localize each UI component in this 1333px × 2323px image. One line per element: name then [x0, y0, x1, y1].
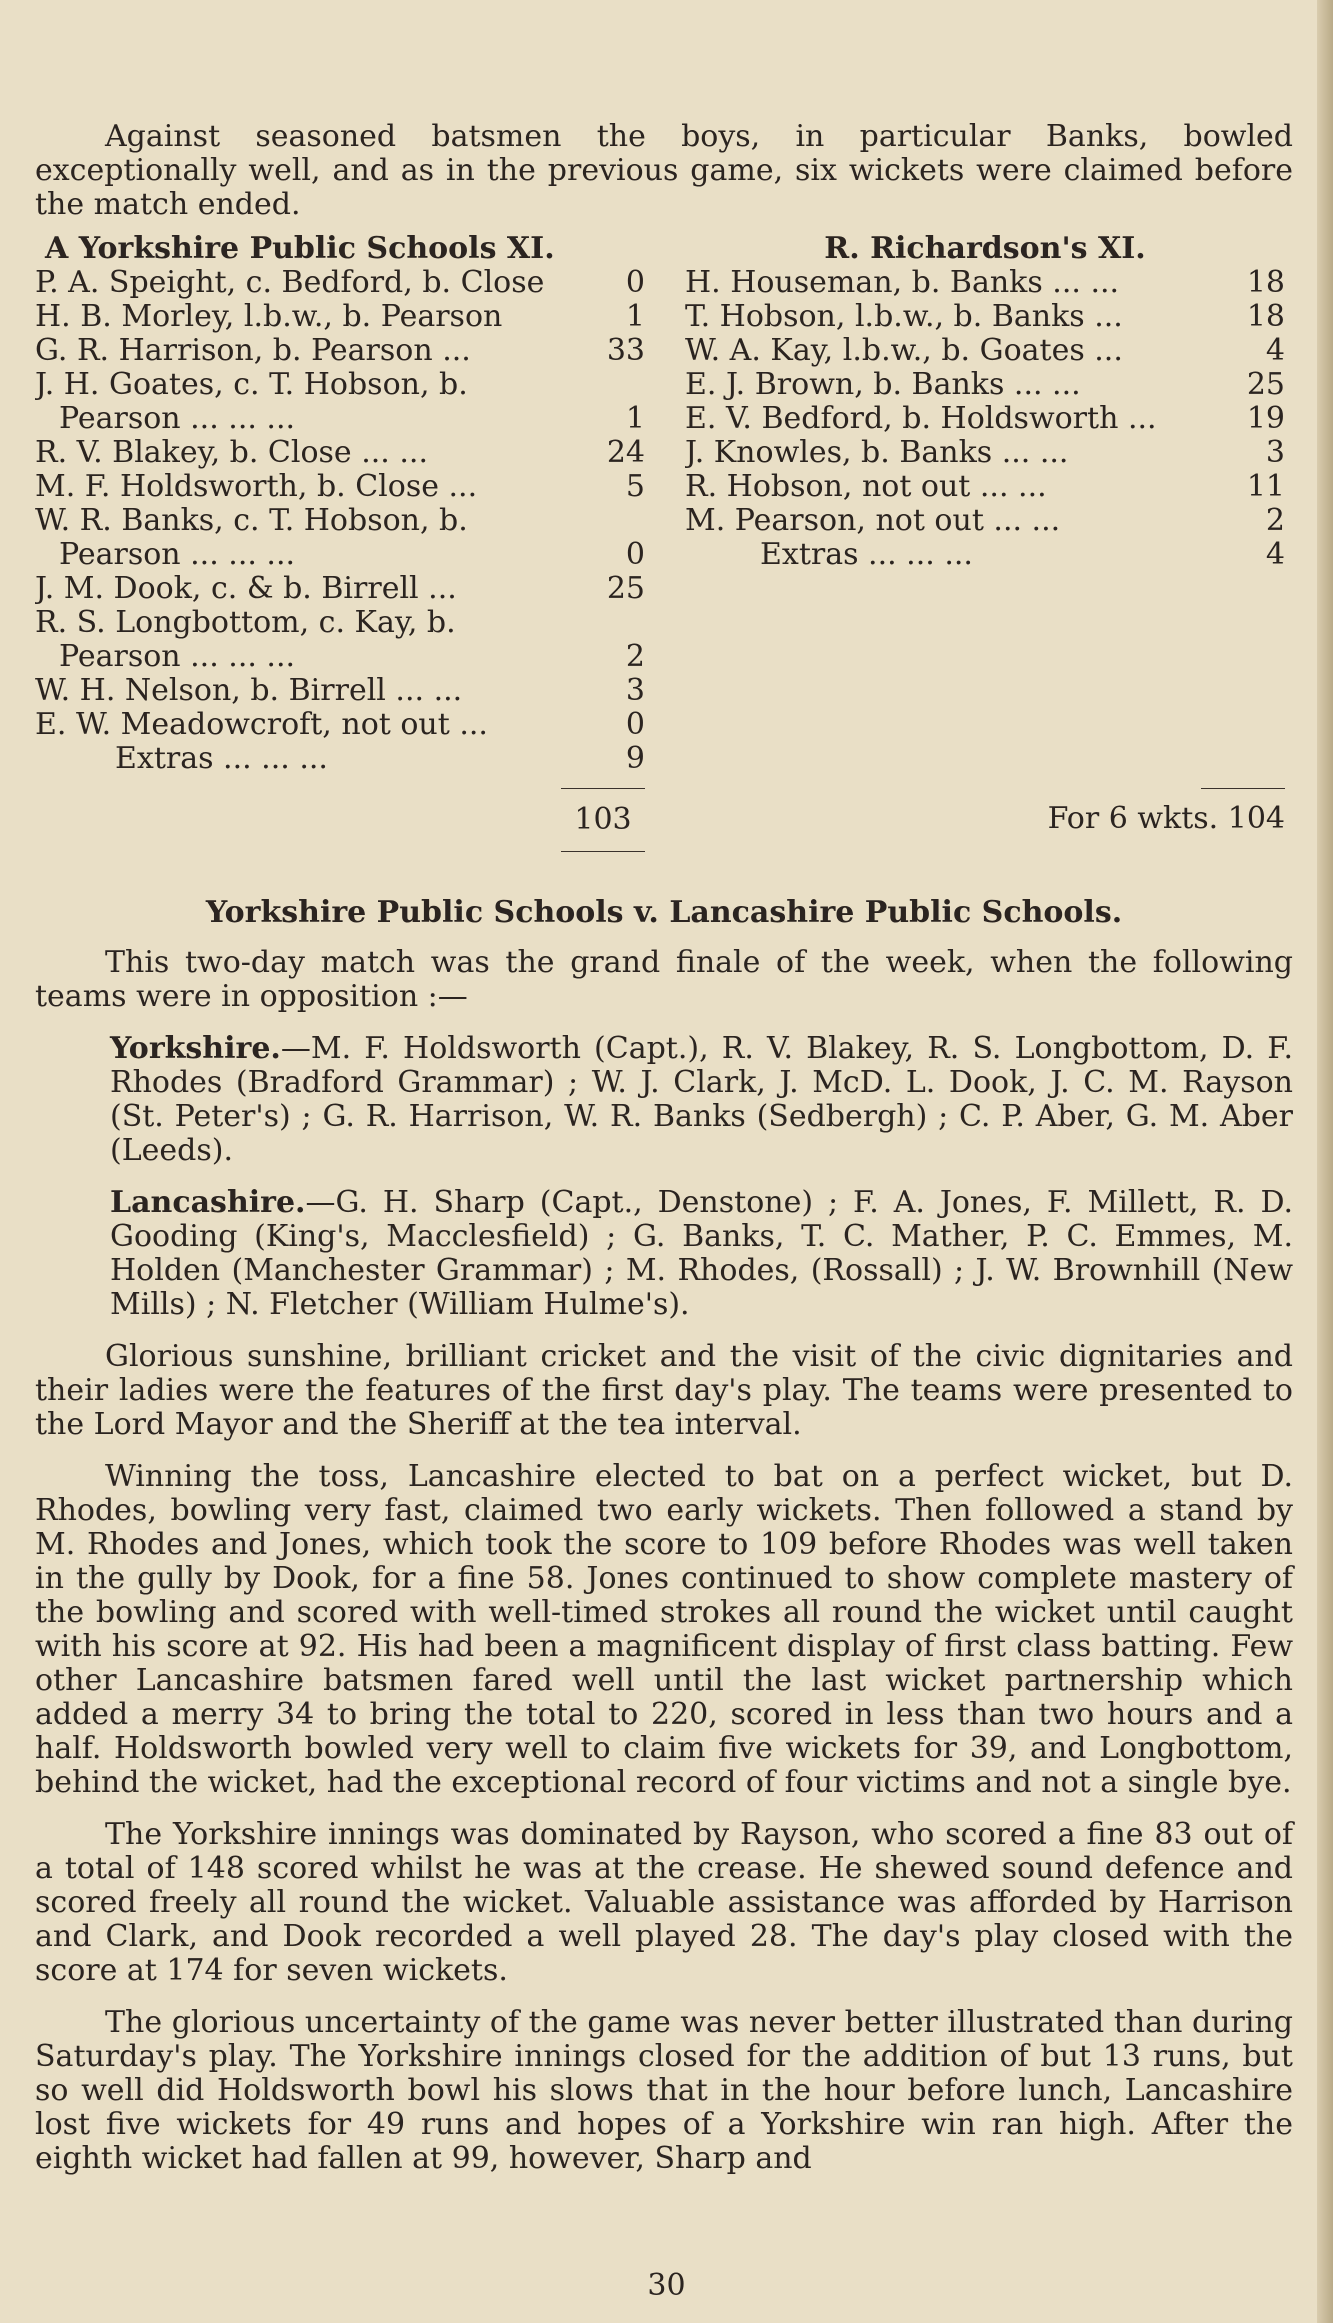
batsman-runs	[597, 504, 645, 538]
team-title: R. Richardson's XI.	[824, 231, 1146, 266]
extras-label: Extras ... ... ...	[115, 742, 328, 776]
team-title: A Yorkshire Public Schools XI.	[45, 231, 555, 266]
batsman-dismissal: R. Hobson, not out ... ...	[685, 470, 1047, 504]
batsman-dismissal: J. H. Goates, c. T. Hobson, b.	[35, 368, 468, 402]
right-total: For 6 wkts. 104	[1048, 788, 1285, 837]
batsman-row	[35, 300, 645, 334]
batsman-dismissal: E. J. Brown, b. Banks ... ...	[685, 368, 1081, 402]
batsman-row	[685, 300, 1285, 334]
batsman-dismissal: R. S. Longbottom, c. Kay, b.	[35, 606, 456, 640]
batsman-row	[35, 674, 645, 708]
extras-row	[685, 538, 1285, 572]
batsman-runs: 33	[606, 333, 645, 368]
yorkshire-lineup	[35, 1032, 1293, 1168]
batsman-row	[35, 402, 645, 436]
totals-row	[35, 788, 1293, 837]
batsman-row	[35, 538, 645, 572]
batsman-row	[685, 436, 1285, 470]
batsman-runs: 18	[1246, 299, 1285, 334]
batsman-dismissal: T. Hobson, l.b.w., b. Banks ...	[685, 300, 1123, 334]
batsman-row	[685, 470, 1285, 504]
batsman-runs: 2	[625, 639, 645, 674]
batsman-runs: 25	[1246, 367, 1285, 402]
batsman-dismissal: M. F. Holdsworth, b. Close ...	[35, 470, 478, 504]
batsman-runs: 1	[625, 299, 645, 334]
teams-intro-paragraph: This two-day match was the grand finale of the week, when the following teams were in opposition :—	[35, 945, 1293, 1014]
batting-list	[685, 266, 1285, 538]
extras-row	[35, 742, 645, 776]
left-total: 103	[561, 788, 645, 837]
extras-value: 9	[625, 741, 645, 776]
yorkshire-innings-paragraph: The Yorkshire innings was dominated by Rayson, who scored a fine 83 out of a total of 148 scored whilst he was at the crease. He shewed sound defence and scored freely all round the wicket. Valuable assistance was afforded by Harrison and Clark, and Dook recorded a well played 28. The day's play closed with the score at 174 for seven wickets.	[35, 1817, 1293, 1988]
batsman-dismissal: Pearson ... ... ...	[59, 538, 296, 572]
batsman-runs: 3	[1265, 435, 1285, 470]
batsman-dismissal: W. A. Kay, l.b.w., b. Goates ...	[685, 334, 1123, 368]
batsman-dismissal: Pearson ... ... ...	[59, 402, 296, 436]
page-edge	[1317, 0, 1333, 2323]
lancashire-lead: Lancashire.	[110, 1185, 306, 1220]
batsman-row	[35, 334, 645, 368]
sunshine-paragraph: Glorious sunshine, brilliant cricket and the visit of the civic dignitaries and their ladies were the features of the first day's play. The teams were presented to the Lord Mayor and the Sheriff at the tea interval.	[35, 1339, 1293, 1442]
batsman-runs: 2	[1265, 503, 1285, 538]
batsman-dismissal: Pearson ... ... ...	[59, 640, 296, 674]
batsman-dismissal: H. B. Morley, l.b.w., b. Pearson	[35, 300, 503, 334]
batsman-row	[685, 402, 1285, 436]
batsman-row	[35, 640, 645, 674]
batsman-row	[685, 334, 1285, 368]
batsman-row	[685, 368, 1285, 402]
batsman-runs: 5	[625, 469, 645, 504]
batsman-dismissal: W. H. Nelson, b. Birrell ... ...	[35, 674, 463, 708]
document-page	[35, 120, 1293, 2176]
batsman-dismissal: E. V. Bedford, b. Holdsworth ...	[685, 402, 1157, 436]
batsman-runs: 18	[1246, 265, 1285, 300]
total-underline	[561, 851, 645, 852]
batsman-dismissal: E. W. Meadowcroft, not out ...	[35, 708, 488, 742]
batsman-dismissal: M. Pearson, not out ... ...	[685, 504, 1061, 538]
batsman-runs: 24	[606, 435, 645, 470]
batsman-row	[35, 504, 645, 538]
uncertainty-paragraph: The glorious uncertainty of the game was never better illustrated than during Saturday's play. The Yorkshire innings closed for the addition of but 13 runs, but so well did Holdsworth bowl his slows that in the hour before lunch, Lancashire lost five wickets for 49 runs and hopes of a Yorkshire win ran high. After the eighth wicket had fallen at 99, however, Sharp and	[35, 2005, 1293, 2176]
yorkshire-players: —M. F. Holdsworth (Capt.), R. V. Blakey, R. S. Longbottom, D. F. Rhodes (Bradford Grammar) ; W. J. Clark, J. McD. L. Dook, J. C. M. Rayson (St. Peter's) ; G. R. Harrison, W. R. Banks (Sedbergh) ; C. P. Aber, G. M. Aber (Leeds).	[110, 1031, 1293, 1168]
batsman-row	[35, 436, 645, 470]
batsman-dismissal: W. R. Banks, c. T. Hobson, b.	[35, 504, 468, 538]
yorkshire-lead: Yorkshire.	[110, 1031, 281, 1066]
batsman-runs: 11	[1246, 469, 1285, 504]
batsman-row	[35, 708, 645, 742]
extras-value: 4	[1265, 537, 1285, 572]
toss-paragraph: Winning the toss, Lancashire elected to bat on a perfect wicket, but D. Rhodes, bowling very fast, claimed two early wickets. Then followed a stand by M. Rhodes and Jones, which took the score to 109 before Rhodes was well taken in the gully by Dook, for a fine 58. Jones continued to show complete mastery of the bowling and scored with well-timed strokes all round the wicket until caught with his score at 92. His had been a magnificent display of first class batting. Few other Lancashire batsmen fared well until the last wicket partnership which added a merry 34 to bring the total to 220, scored in less than two hours and a half. Holdsworth bowled very well to claim five wickets for 39, and Longbottom, behind the wicket, had the exceptional record of four victims and not a single bye.	[35, 1459, 1293, 1800]
batsman-runs: 3	[625, 673, 645, 708]
batsman-row	[685, 504, 1285, 538]
intro-paragraph: Against seasoned batsmen the boys, in particular Banks, bowled exceptionally well, and as in the previous game, six wickets were claimed before the match ended.	[35, 119, 1293, 222]
batsman-runs	[597, 606, 645, 640]
batsman-row	[35, 470, 645, 504]
batsman-runs: 1	[625, 401, 645, 436]
batsman-row	[35, 606, 645, 640]
batsman-dismissal: J. M. Dook, c. & b. Birrell ...	[35, 572, 457, 606]
batsman-runs	[597, 368, 645, 402]
richardson-xi-scorecard	[685, 232, 1285, 776]
batsman-dismissal: H. Houseman, b. Banks ... ...	[685, 266, 1120, 300]
batsman-dismissal: J. Knowles, b. Banks ... ...	[685, 436, 1069, 470]
batsman-row	[35, 572, 645, 606]
page-number: 30	[647, 2268, 686, 2303]
lancashire-players: —G. H. Sharp (Capt., Denstone) ; F. A. Jones, F. Millett, R. D. Gooding (King's, Macclesfield) ; G. Banks, T. C. Mather, P. C. Emmes, M. Holden (Manchester Grammar) ; M. Rhodes, (Rossall) ; J. W. Brownhill (New Mills) ; N. Fletcher (William Hulme's).	[110, 1185, 1293, 1322]
batsman-dismissal: P. A. Speight, c. Bedford, b. Close	[35, 266, 545, 300]
batsman-row	[35, 266, 645, 300]
lancashire-lineup	[35, 1186, 1293, 1322]
batsman-dismissal: G. R. Harrison, b. Pearson ...	[35, 334, 471, 368]
yorkshire-xi-scorecard	[35, 232, 645, 776]
batsman-runs: 0	[625, 707, 645, 742]
batsman-runs: 4	[1265, 333, 1285, 368]
batsman-row	[35, 368, 645, 402]
extras-label: Extras ... ... ...	[760, 538, 973, 572]
batsman-runs: 25	[606, 571, 645, 606]
batsman-dismissal: R. V. Blakey, b. Close ... ...	[35, 436, 428, 470]
batsman-runs: 0	[625, 537, 645, 572]
batsman-runs: 19	[1246, 401, 1285, 436]
batsman-row	[685, 266, 1285, 300]
section-title: Yorkshire Public Schools v. Lancashire Public Schools.	[205, 895, 1123, 930]
scorecards	[35, 232, 1293, 776]
batting-list	[35, 266, 645, 742]
batsman-runs: 0	[625, 265, 645, 300]
